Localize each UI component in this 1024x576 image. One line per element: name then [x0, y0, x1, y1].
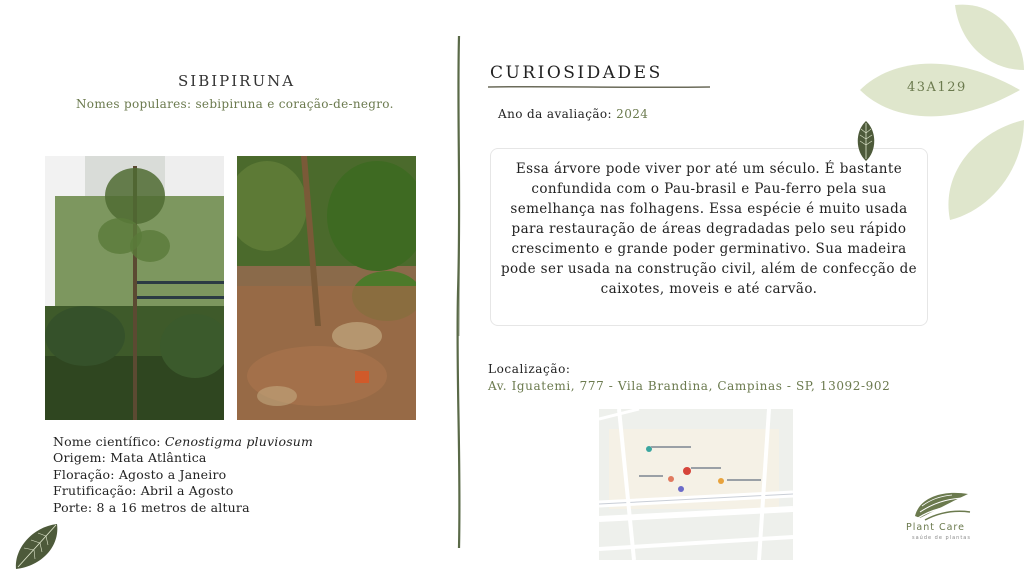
curiosities-title: CURIOSIDADES	[490, 63, 663, 83]
plant-care-logo	[900, 486, 988, 542]
fruiting-value: Abril a Agosto	[140, 483, 234, 499]
leaf-corner-icon	[12, 521, 62, 571]
leaf-icon	[855, 121, 877, 161]
flowering-value: Agosto a Janeiro	[118, 466, 227, 482]
scientific-name-value: Cenostigma pluviosum	[164, 434, 314, 449]
popular-names	[76, 97, 394, 111]
location-map[interactable]	[599, 409, 793, 560]
origin-value: Mata Atlântica	[110, 450, 207, 466]
brand-tagline: saúde de plantas	[912, 535, 971, 541]
popular-names-label: Nomes populares:	[76, 97, 192, 111]
scientific-name-label: Nome científico:	[53, 434, 161, 449]
fruiting-row	[53, 483, 313, 499]
species-title: SIBIPIRUNA	[178, 72, 296, 90]
brand-name: Plant Care	[906, 522, 965, 533]
evaluation-year	[498, 107, 648, 121]
size-label: Porte:	[53, 499, 93, 515]
evaluation-year-label: Ano da avaliação:	[498, 107, 612, 121]
origin-row	[53, 450, 313, 466]
tree-facts	[53, 434, 313, 516]
tree-photo-front	[45, 156, 224, 420]
location-address: Av. Iguatemi, 777 - Vila Brandina, Campinas - SP, 13092-902	[488, 379, 891, 393]
curiosities-underline	[488, 84, 710, 90]
scientific-name-row	[53, 434, 313, 450]
popular-names-value: sebipiruna e coração-de-negro.	[195, 97, 394, 111]
fruiting-label: Frutificação:	[53, 483, 137, 499]
tree-code: 43A129	[907, 80, 967, 95]
location-label: Localização:	[488, 362, 571, 376]
column-divider	[452, 36, 466, 548]
size-row	[53, 500, 313, 516]
tree-photo-base	[237, 156, 416, 420]
flowering-label: Floração:	[53, 466, 115, 482]
origin-label: Origem:	[53, 450, 107, 466]
flowering-row	[53, 467, 313, 483]
evaluation-year-value: 2024	[616, 107, 649, 121]
size-value: 8 a 16 metros de altura	[96, 499, 250, 515]
decorative-leaves-icon	[860, 0, 1024, 230]
curiosities-text: Essa árvore pode viver por até um século. É bastante confundida com o Pau-brasil e Pau-ferro pela sua semelhança nas folhagens. Essa espécie é muito usada para restauração de áreas degradadas pelo seu rápido crescimento e grande poder germinativo. Sua madeira pode ser usada na construção civil, além de confecção de caixotes, moveis e até carvão.	[500, 161, 918, 297]
